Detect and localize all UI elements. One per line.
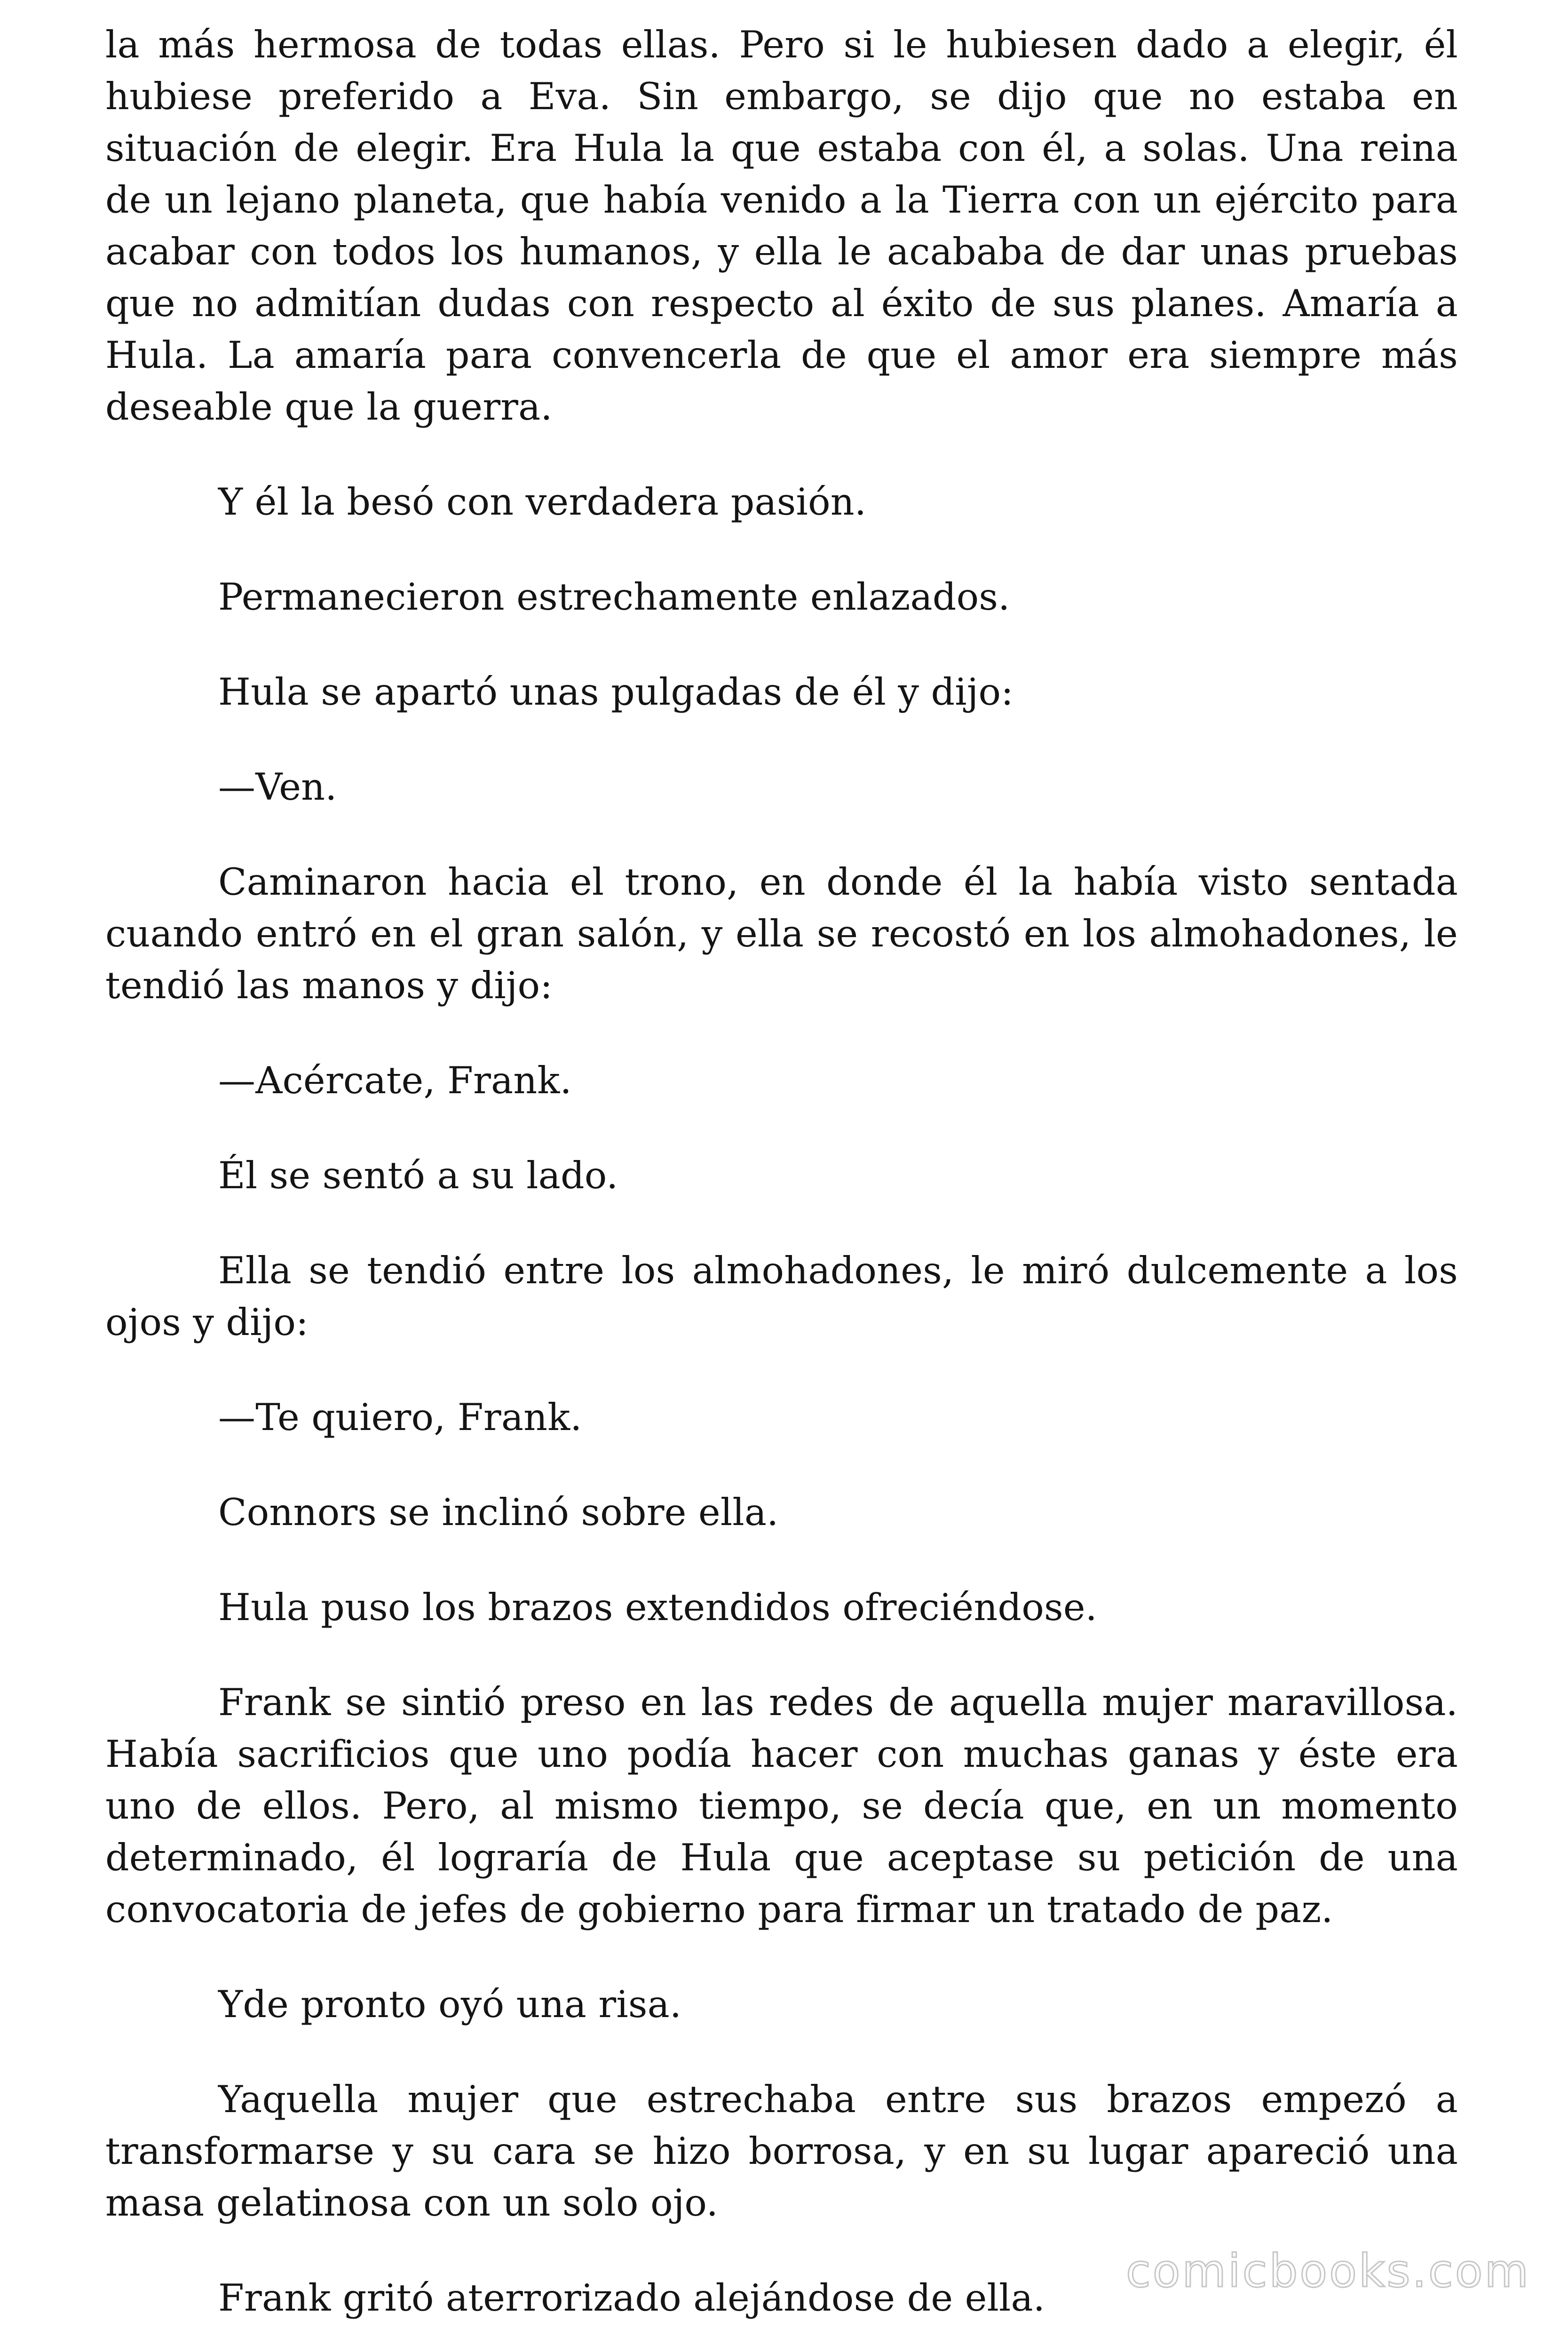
paragraph-looks-sweetly: Ella se tendió entre los almohadones, le miró dulcemente a los ojos y dijo: [105, 1249, 1458, 1344]
paragraph-continuation: la más hermosa de todas ellas. Pero si le hubiesen dado a elegir, él hubiese preferido a Eva. Sin embargo, se dijo que no estaba en situación de elegir. Era Hula la que estaba con él, a solas. Una reina de un lejano planeta, que había venido a la Tierra con un ejército para acabar con todos los humanos, y ella le acababa de dar unas pruebas que no admitían dudas con respecto al éxito de sus planes. Amaría a Hula. La amaría para convencerla de que el amor era siempre más deseable que la guerra. [105, 23, 1458, 429]
paragraph-arms-extended: Hula puso los brazos extendidos ofreciéndose. [218, 1586, 1097, 1629]
watermark-logo: comicbooks.com [1125, 2245, 1530, 2297]
paragraph-connors-leans: Connors se inclinó sobre ella. [218, 1491, 779, 1534]
dialogue-te-quiero: —Te quiero, Frank. [218, 1396, 582, 1439]
paragraph-sits-beside: Él se sentó a su lado. [218, 1154, 618, 1197]
paragraph-embrace: Permanecieron estrechamente enlazados. [218, 575, 1010, 619]
paragraph-throne: Caminaron hacia el trono, en donde él la había visto sentada cuando entró en el gran salón, y ella se recostó en los almohadones, le tendió las manos y dijo: [105, 860, 1458, 1007]
dialogue-ven: —Ven. [218, 765, 337, 809]
paragraph-kiss: Y él la besó con verdadera pasión. [218, 480, 867, 524]
paragraph-laugh: Yde pronto oyó una risa. [218, 1983, 682, 2026]
paragraph-hula-steps-back: Hula se apartó unas pulgadas de él y dijo: [218, 670, 1014, 714]
page-body [105, 19, 1458, 2324]
dialogue-acercate: —Acércate, Frank. [218, 1059, 572, 1102]
paragraph-frank-screams: Frank gritó aterrorizado alejándose de ella. [218, 2276, 1045, 2320]
paragraph-sacrifice: Frank se sintió preso en las redes de aquella mujer maravillosa. Había sacrificios que uno podía hacer con muchas ganas y éste era uno de ellos. Pero, al mismo tiempo, se decía que, en un momento determinado, él lograría de Hula que aceptase su petición de una convocatoria de jefes de gobierno para firmar un tratado de paz. [105, 1681, 1458, 1931]
paragraph-transformation: Yaquella mujer que estrechaba entre sus brazos empezó a transformarse y su cara se hizo borrosa, y en su lugar apareció una masa gelatinosa con un solo ojo. [105, 2078, 1458, 2225]
